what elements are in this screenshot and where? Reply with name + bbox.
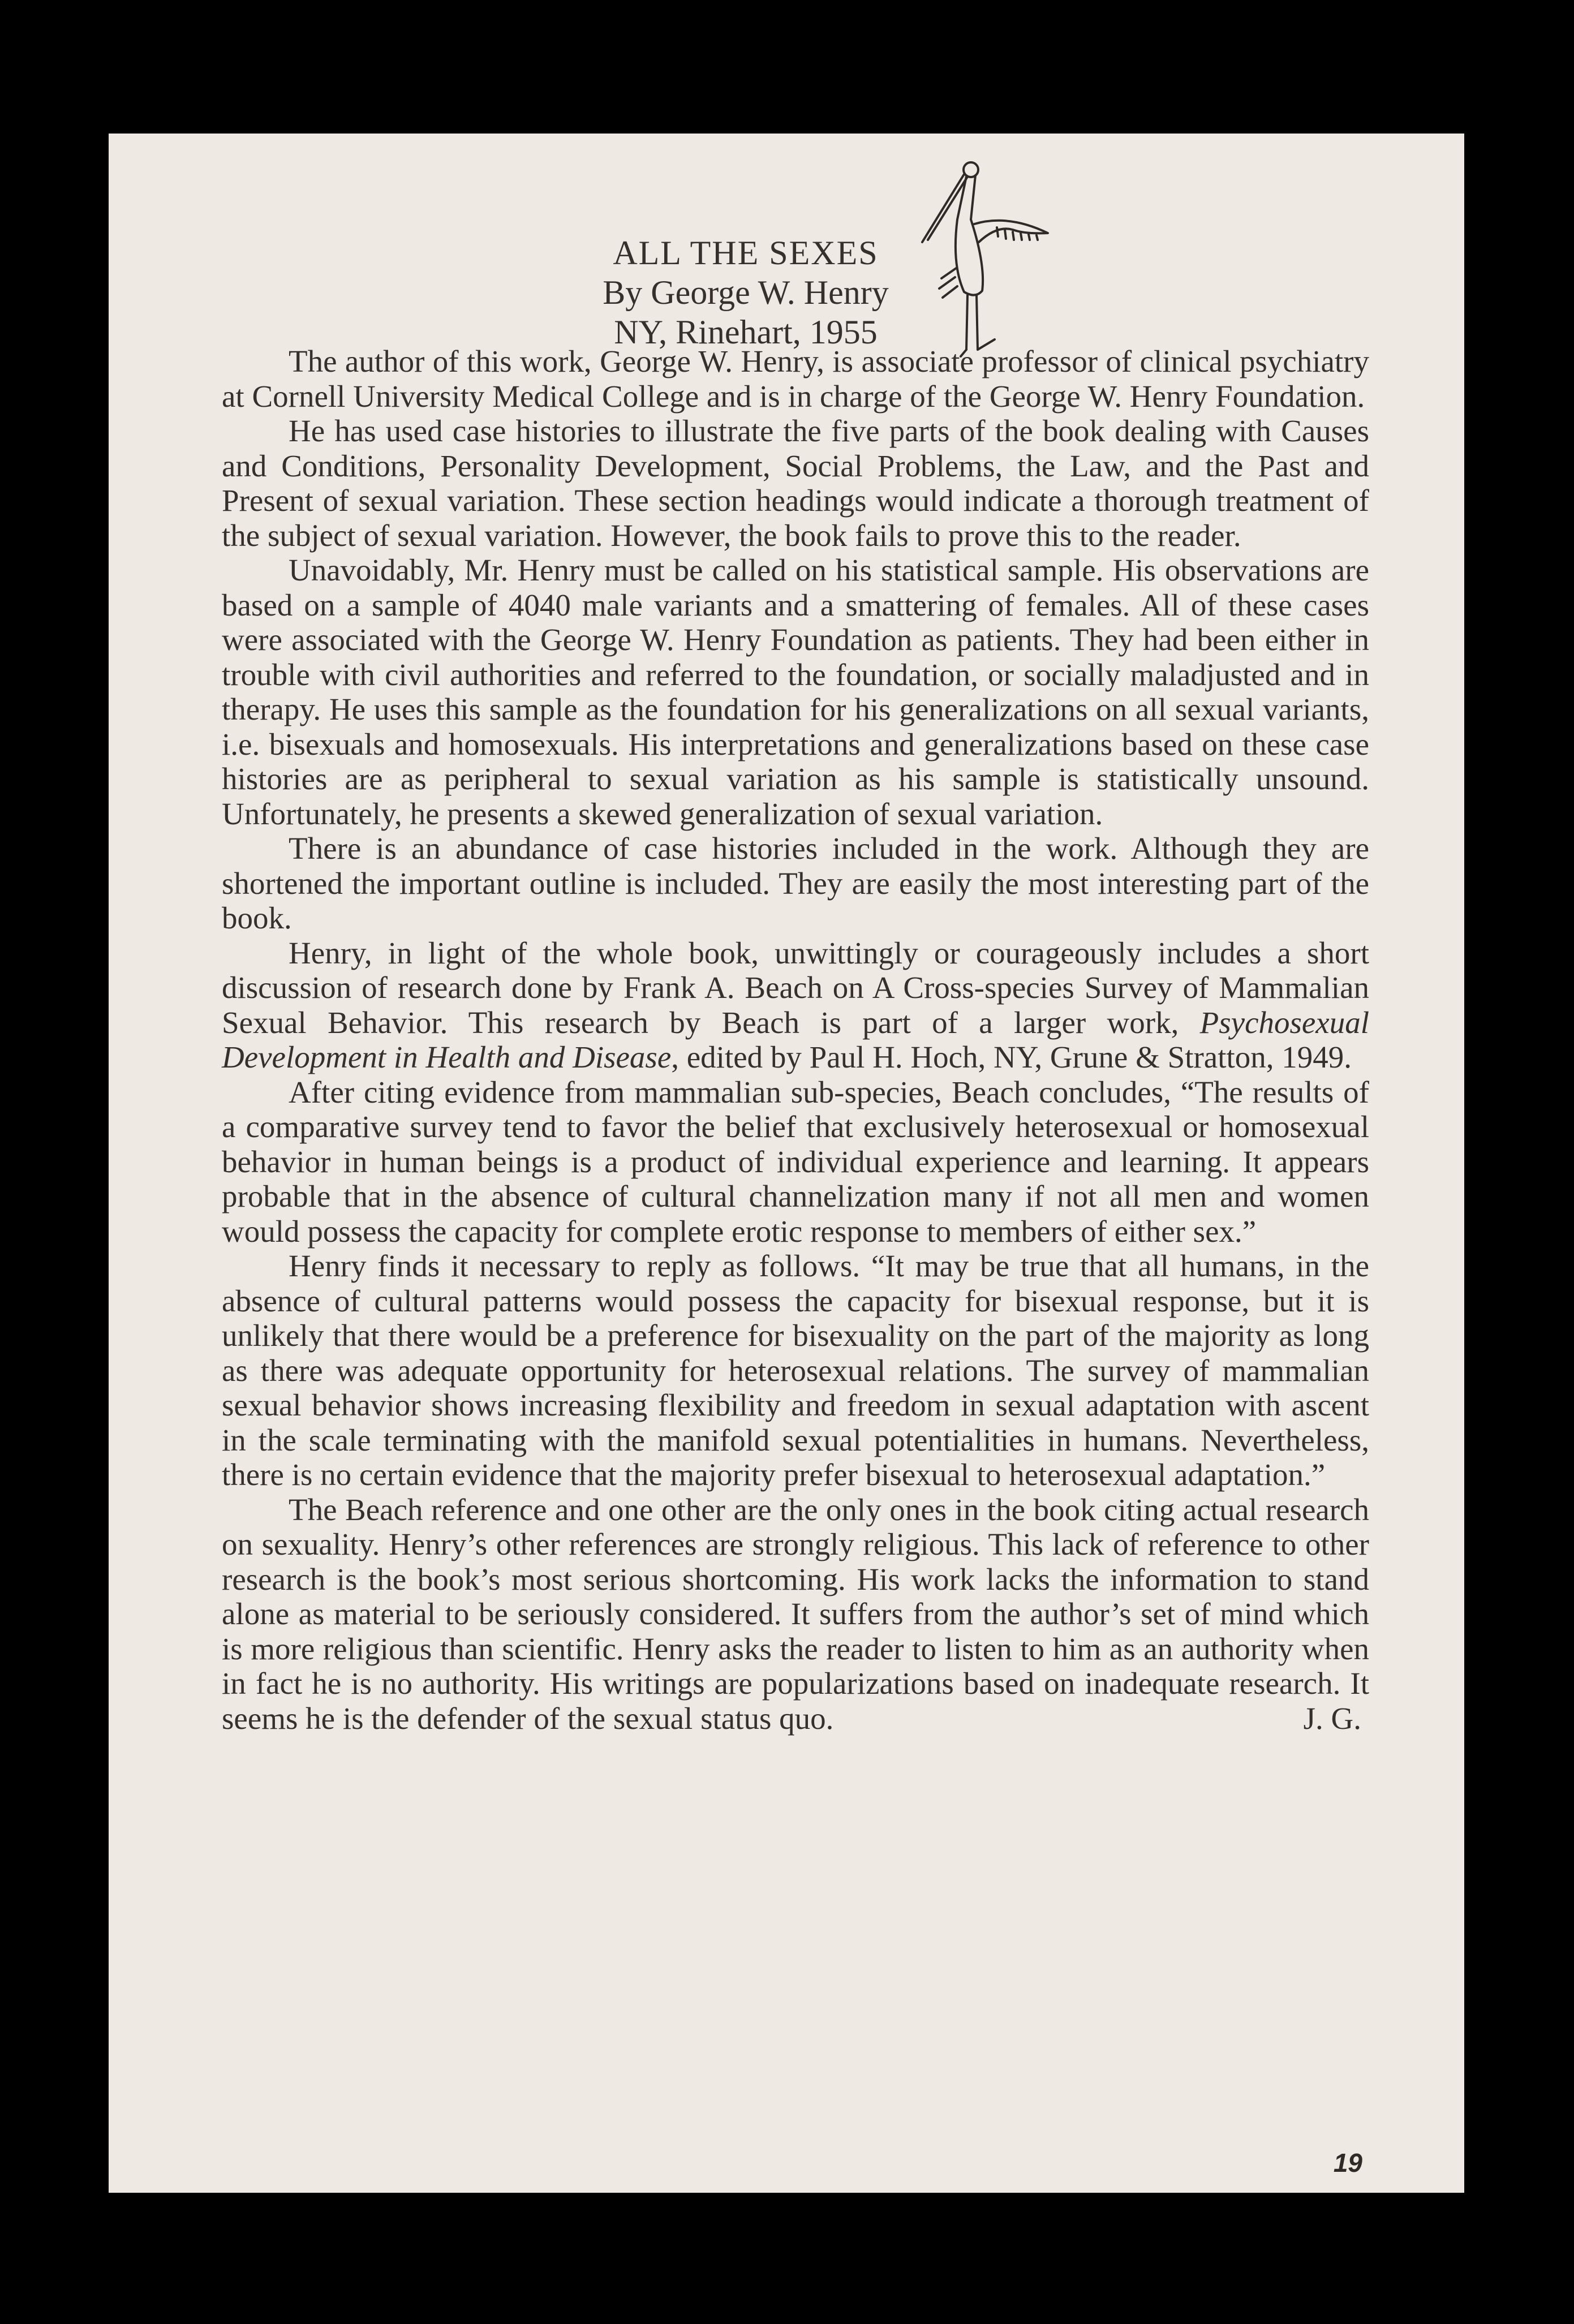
magazine-page: [109, 134, 1464, 2193]
book-author: By George W. Henry: [603, 274, 889, 311]
reviewer-initials: J. G.: [1303, 1701, 1361, 1736]
stork-icon: [912, 157, 1065, 361]
paragraph: The author of this work, George W. Henry, is associate professor of clinical psychiatry at Cornell University Medical College and is in charge of the George W. Henry Foundation.: [222, 344, 1369, 414]
paragraph-text: , edited by Paul H. Hoch, NY, Grune & Stratton, 1949.: [671, 1040, 1352, 1074]
review-header: [109, 233, 1464, 352]
page-number: 19: [1333, 2148, 1362, 2177]
paragraph: [222, 936, 1369, 1075]
book-title: ALL THE SEXES: [613, 234, 879, 272]
review-body: [222, 344, 1369, 1736]
book-publisher: NY, Rinehart, 1955: [614, 313, 878, 351]
paragraph: There is an abundance of case histories included in the work. Although they are shortened the important outline is included. They are easily the most interesting part of the book.: [222, 831, 1369, 935]
paragraph: [222, 1492, 1369, 1736]
paragraph-text: The Beach reference and one other are the only ones in the book citing actual research on sexuality. Henry’s other references are strongly religious. This lack of reference to other research is the book’s most serious shortcoming. His work lacks the information to stand alone as material to be seriously considered. It suffers from the author’s set of mind which is more religious than scientific. Henry asks the reader to listen to him as an authority when in fact he is no authority. His writings are popularizations based on inadequate research. It seems he is the defender of the sexual status quo.: [222, 1492, 1369, 1736]
book-citation: Psychosexual Development in Health and Disease: [222, 1005, 1369, 1074]
paragraph: Henry finds it necessary to reply as follows. “It may be true that all humans, in the absence of cultural patterns would possess the capacity for bisexual response, but it is unlikely that there would be a preference for bisexuality on the part of the majority as long as there was adequate opportunity for heterosexual relations. The survey of mammalian sexual behavior shows increasing flexibility and freedom in sexual adaptation with ascent in the scale terminating with the manifold sexual potentialities in humans. Nevertheless, there is no certain evidence that the majority prefer bisexual to heterosexual adaptation.”: [222, 1249, 1369, 1492]
paragraph: He has used case histories to illustrate the five parts of the book dealing with Causes and Conditions, Personality Development, Social Problems, the Law, and the Past and Present of sexual variation. These section headings would indicate a thorough treatment of the subject of sexual variation. However, the book fails to prove this to the reader.: [222, 414, 1369, 553]
paragraph: Unavoidably, Mr. Henry must be called on his statistical sample. His observations are based on a sample of 4040 male variants and a smattering of females. All of these cases were associated with the George W. Henry Foundation as patients. They had been either in trouble with civil authorities and referred to the foundation, or socially maladjusted and in therapy. He uses this sample as the foundation for his generalizations on all sexual variants, i.e. bisexuals and homosexuals. His interpretations and generalizations based on these case histories are as peripheral to sexual variation as his sample is statistically unsound. Unfortunately, he presents a skewed generalization of sexual variation.: [222, 553, 1369, 831]
paragraph-text: Henry, in light of the whole book, unwittingly or courageously includes a short discussion of research done by Frank A. Beach on A Cross-species Survey of Mammalian Sexual Behavior. This research by Beach is part of a larger work,: [222, 935, 1369, 1040]
paragraph: After citing evidence from mammalian sub-species, Beach concludes, “The results of a comparative survey tend to favor the belief that exclusively heterosexual or homosexual behavior in human beings is a product of individual experience and learning. It appears probable that in the absence of cultural channelization many if not all men and women would possess the capacity for complete erotic response to members of either sex.”: [222, 1074, 1369, 1249]
